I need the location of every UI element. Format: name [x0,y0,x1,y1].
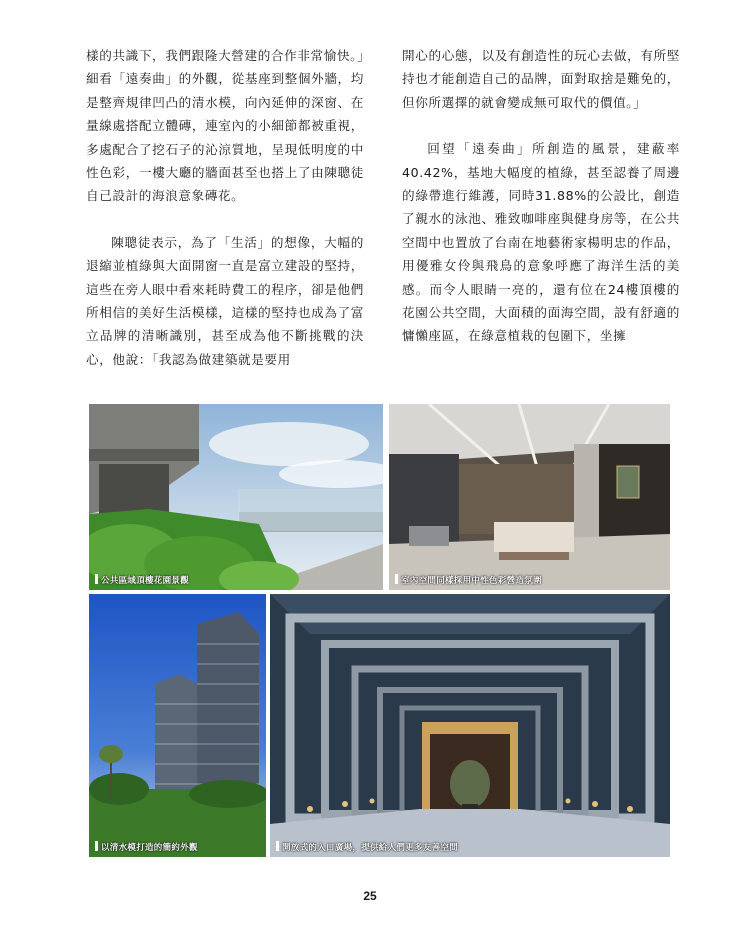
article-paragraph: 陳聰徒表示，為了「生活」的想像，大幅的退縮並植綠與大面開窗一直是富立建設的堅持，這些在旁人眼中看來耗時費工的程序，卻是他們所相信的美好生活模樣，這樣的堅持也成為了富立品牌的清晰識別，甚至成為他不斷挑戰的決心，他說：「我認為做建築就是要用 [86,234,364,367]
lobby-interior-photo [389,404,670,590]
rooftop-garden-photo [89,404,383,590]
article-column-right [402,44,680,348]
caption-marker [276,841,279,851]
photo-caption: 公共區域頂樓花園景觀 [95,574,189,586]
photo-caption: 室內空間同樣採用中性色彩營造氛圍 [395,574,542,586]
entrance-plaza-photo [270,594,670,857]
page-number: 25 [363,889,377,903]
caption-marker [95,574,98,584]
article-paragraph: 樣的共識下，我們跟隆大營建的合作非常愉快。」細看「遠奏曲」的外觀，從基座到整個外牆，均是整齊規律凹凸的清水模，向內延伸的深窗、在量線處搭配立體磚，連室內的小細節都被重視，多處配合了挖石子的沁涼質地，呈現低明度的中性色彩，一樓大廳的牆面甚至也搭上了由陳聰徒自己設計的海浪意象磚花。 [86,48,364,204]
article-column-left [86,44,364,371]
caption-marker [95,841,98,851]
caption-marker [395,574,398,584]
tower-exterior-photo [89,594,266,857]
article-paragraph: 回望「遠奏曲」所創造的風景，建蔽率40.42%，基地大幅度的植綠，甚至認養了周邊的綠帶進行維護，同時31.88%的公設比，創造了親水的泳池、雅致咖啡座與健身房等，在公共空間中也置放了台南在地藝術家楊明忠的作品，用優雅女伶與飛鳥的意象呼應了海洋生活的美感。而令人眼睛一亮的，還有位在24樓頂樓的花園公共空間，大面積的面海空間，設有舒適的慵懶座區，在綠意植栽的包圍下，坐擁 [402,141,680,344]
photo-caption: 以清水模打造的簡約外觀 [95,841,198,853]
article-paragraph: 開心的心態，以及有創造性的玩心去做，有所堅持也才能創造自己的品牌，面對取捨是難免的，但你所選擇的就會變成無可取代的價值。」 [402,48,680,110]
photo-caption: 開放式的入口廣場，提供給人們更多友善空間 [276,841,458,853]
